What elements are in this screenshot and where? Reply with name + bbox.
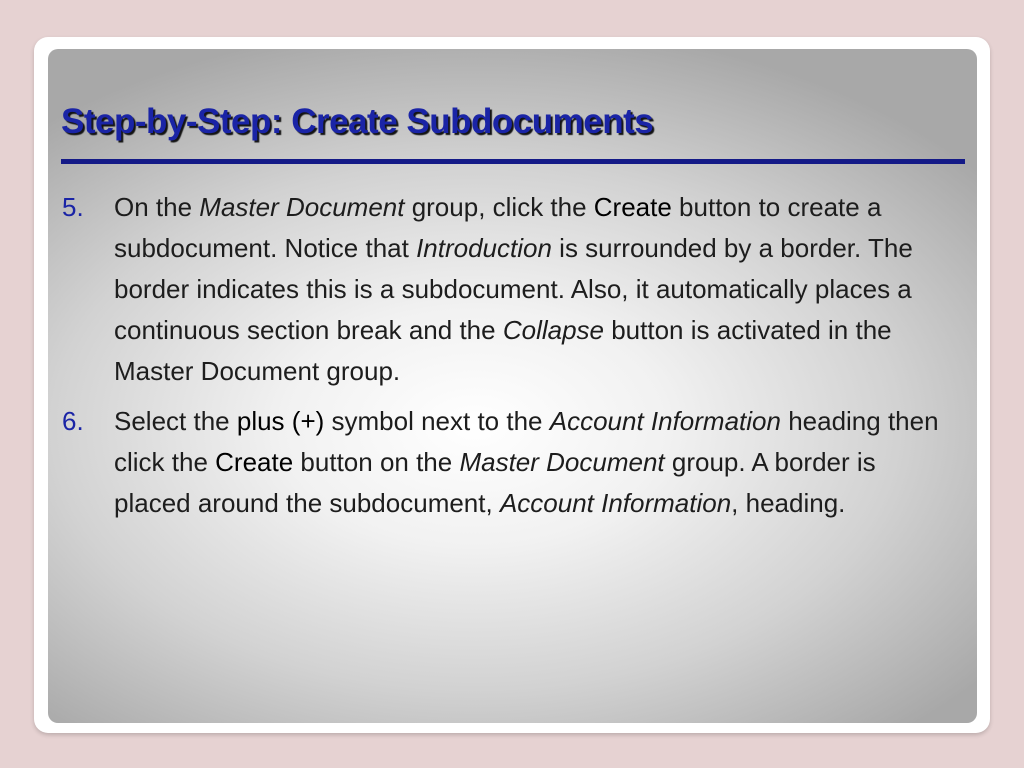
step-text-segment-italic: Account Information (549, 406, 781, 436)
step-text-segment: symbol next to the (324, 406, 550, 436)
step-text-segment: button is activated in the Master Document group. (114, 315, 892, 386)
step-number: 6. (62, 406, 84, 436)
step-text-segment-italic: Master Document (199, 192, 405, 222)
step-text-segment: On the (114, 192, 200, 222)
step-text-segment: is surrounded by a border. The border indicates this is a subdocument. Also, it automatically places a continuous section break and the (114, 233, 913, 345)
step-text-segment-italic: Master Document (459, 447, 665, 477)
slide-frame (34, 37, 990, 733)
step-item (62, 187, 952, 392)
step-text-segment: group, click the (404, 192, 594, 222)
slide-title: Step-by-Step: Create Subdocuments (61, 102, 654, 141)
step-text-segment: , heading. (731, 488, 846, 518)
slide-panel (48, 49, 977, 723)
step-text (114, 406, 939, 518)
step-text-segment: group. A border is placed around the subdocument, (114, 447, 876, 518)
step-text-segment-italic: Introduction (416, 233, 552, 263)
step-item (62, 401, 952, 524)
step-text-segment-bold: Create (215, 447, 294, 477)
step-text-segment: button on the (293, 447, 460, 477)
step-text-segment-bold: plus (+) (236, 406, 325, 436)
step-list (62, 187, 952, 524)
step-text-segment: Select the (114, 406, 237, 436)
step-text-segment-bold: Create (593, 192, 672, 222)
step-number: 5. (62, 192, 84, 222)
title-divider (61, 159, 965, 164)
step-text-segment: button to create a subdocument. Notice that (114, 192, 882, 263)
step-text-segment-italic: Account Information (499, 488, 732, 518)
step-text (114, 192, 913, 386)
step-text-segment-italic: Collapse (502, 315, 604, 345)
step-text-segment: heading then click the (114, 406, 939, 477)
